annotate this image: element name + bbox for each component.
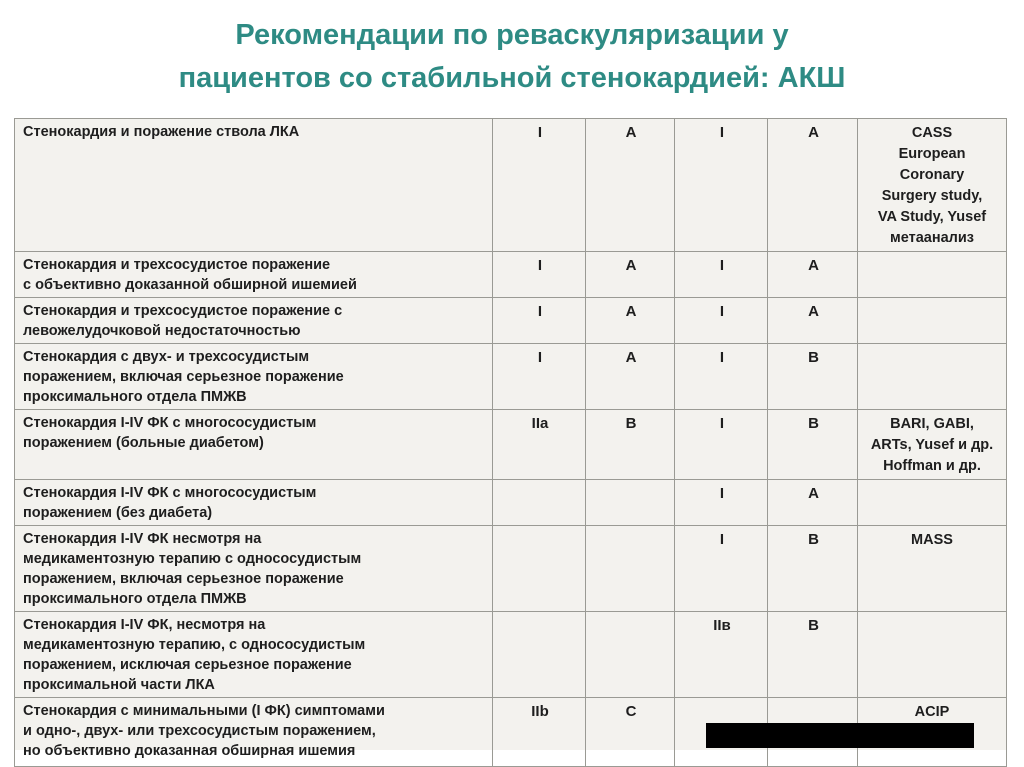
evidence-cell-2: B <box>768 526 858 612</box>
reference-cell: BARI, GABI, ARTs, Yusef и др. Hoffman и др. <box>858 410 1007 480</box>
reference-cell: MASS <box>858 526 1007 612</box>
class-cell-1 <box>493 480 586 526</box>
class-cell-2: I <box>675 252 768 298</box>
reference-cell <box>858 344 1007 410</box>
class-cell-2: I <box>675 526 768 612</box>
evidence-cell-2: A <box>768 298 858 344</box>
class-cell-1: I <box>493 252 586 298</box>
class-cell-1: I <box>493 119 586 252</box>
slide-title-line-1: Рекомендации по реваскуляризации у <box>235 19 789 51</box>
class-cell-2: I <box>675 480 768 526</box>
evidence-cell-1: A <box>586 119 675 252</box>
table-row <box>15 410 1007 480</box>
table-row <box>15 344 1007 410</box>
evidence-cell-1: A <box>586 252 675 298</box>
indication-cell: Стенокардия I-IV ФК, несмотря на медикаментозную терапию, с однососудистым поражением, исключая серьезное поражение проксимальной части ЛКА <box>15 612 493 698</box>
reference-cell <box>858 480 1007 526</box>
class-cell-2: IIв <box>675 612 768 698</box>
indication-cell: Стенокардия I-IV ФК несмотря на медикаментозную терапию с однососудистым поражением, включая серьезное поражение проксимального отдела ПМЖВ <box>15 526 493 612</box>
class-cell-1: I <box>493 344 586 410</box>
table-row <box>15 612 1007 698</box>
evidence-cell-2: A <box>768 119 858 252</box>
indication-cell: Стенокардия и поражение ствола ЛКА <box>15 119 493 252</box>
slide-title-line-2: пациентов со стабильной стенокардией: АКШ <box>178 62 846 94</box>
table-row <box>15 119 1007 252</box>
recommendations-table-container <box>14 118 1006 759</box>
reference-cell: ACIP <box>858 698 1007 767</box>
recommendations-table <box>14 118 1007 767</box>
table-body <box>15 119 1007 767</box>
reference-cell <box>858 298 1007 344</box>
class-cell-2: I <box>675 119 768 252</box>
indication-cell: Стенокардия с минимальными (I ФК) симптомами и одно-, двух- или трехсосудистым поражением, но объективно доказанная обширная ишемия <box>15 698 493 767</box>
indication-cell: Стенокардия и трехсосудистое поражение с объективно доказанной обширной ишемией <box>15 252 493 298</box>
table-row <box>15 480 1007 526</box>
reference-cell <box>858 612 1007 698</box>
evidence-cell-2: B <box>768 612 858 698</box>
class-cell-1: IIb <box>493 698 586 767</box>
class-cell-2: I <box>675 298 768 344</box>
table-row <box>15 252 1007 298</box>
evidence-cell-1: A <box>586 298 675 344</box>
evidence-cell-2: A <box>768 252 858 298</box>
evidence-cell-1 <box>586 480 675 526</box>
evidence-cell-2: B <box>768 344 858 410</box>
indication-cell: Стенокардия с двух- и трехсосудистым поражением, включая серьезное поражение проксимального отдела ПМЖВ <box>15 344 493 410</box>
indication-cell: Стенокардия I-IV ФК с многососудистым поражением (без диабета) <box>15 480 493 526</box>
class-cell-1: IIa <box>493 410 586 480</box>
indication-cell: Стенокардия и трехсосудистое поражение с левожелудочковой недостаточностью <box>15 298 493 344</box>
table-row <box>15 526 1007 612</box>
slide-title <box>60 14 964 100</box>
reference-cell: CASS European Coronary Surgery study, VA Study, Yusef метаанализ <box>858 119 1007 252</box>
class-cell-1 <box>493 612 586 698</box>
table-row <box>15 298 1007 344</box>
evidence-cell-1: C <box>586 698 675 767</box>
class-cell-2: I <box>675 344 768 410</box>
class-cell-1: I <box>493 298 586 344</box>
class-cell-1 <box>493 526 586 612</box>
evidence-cell-2: A <box>768 480 858 526</box>
indication-cell: Стенокардия I-IV ФК с многососудистым поражением (больные диабетом) <box>15 410 493 480</box>
class-cell-2: I <box>675 410 768 480</box>
evidence-cell-1 <box>586 612 675 698</box>
evidence-cell-1: A <box>586 344 675 410</box>
evidence-cell-2: B <box>768 410 858 480</box>
evidence-cell-1: B <box>586 410 675 480</box>
reference-cell <box>858 252 1007 298</box>
redaction-bar <box>706 723 974 748</box>
evidence-cell-1 <box>586 526 675 612</box>
